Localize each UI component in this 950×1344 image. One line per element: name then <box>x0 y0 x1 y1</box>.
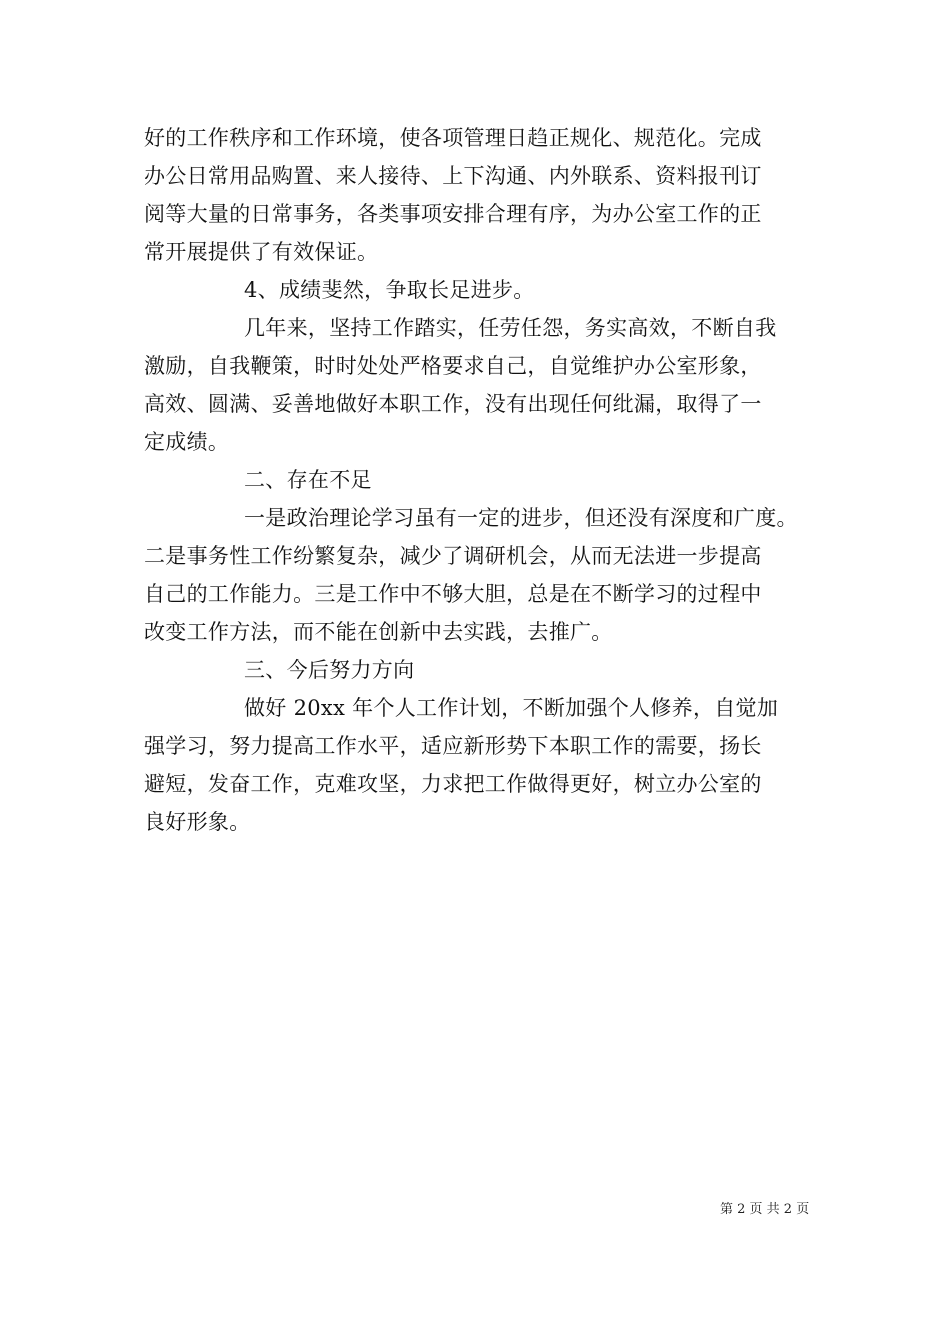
section-heading: 二、存在不足 <box>244 468 372 492</box>
text-line: 强学习，努力提高工作水平，适应新形势下本职工作的需要，扬长 <box>144 734 762 758</box>
text-line: 激励，自我鞭策，时时处处严格要求自己，自觉维护办公室形象， <box>144 354 762 378</box>
section-heading: 三、今后努力方向 <box>244 658 415 682</box>
text-line: 一是政治理论学习虽有一定的进步，但还没有深度和广度。 <box>244 506 798 530</box>
text-line: 改变工作方法，而不能在创新中去实践，去推广。 <box>144 620 613 644</box>
text-line: 常开展提供了有效保证。 <box>144 240 379 264</box>
text-line: 避短，发奋工作，克难攻坚，力求把工作做得更好，树立办公室的 <box>144 772 762 796</box>
text-line: 二是事务性工作纷繁复杂，减少了调研机会，从而无法进一步提高 <box>144 544 762 568</box>
text-line: 良好形象。 <box>144 810 251 834</box>
section-heading: 4、成绩斐然，争取长足进步。 <box>244 278 535 302</box>
text-line: 好的工作秩序和工作环境，使各项管理日趋正规化、规范化。完成 <box>144 126 762 150</box>
text-line: 自己的工作能力。三是工作中不够大胆，总是在不断学习的过程中 <box>144 582 762 606</box>
page-number-footer: 第 2 页 共 2 页 <box>720 1202 810 1217</box>
text-line: 几年来，坚持工作踏实，任劳任怨，务实高效，不断自我 <box>244 316 777 340</box>
text-line: 高效、圆满、妥善地做好本职工作，没有出现任何纰漏，取得了一 <box>144 392 762 416</box>
text-line: 做好 20xx 年个人工作计划，不断加强个人修养，自觉加 <box>244 696 779 720</box>
text-line: 定成绩。 <box>144 430 230 454</box>
text-line: 办公日常用品购置、来人接待、上下沟通、内外联系、资料报刊订 <box>144 164 762 188</box>
text-line: 阅等大量的日常事务，各类事项安排合理有序，为办公室工作的正 <box>144 202 762 226</box>
document-body <box>144 119 824 841</box>
